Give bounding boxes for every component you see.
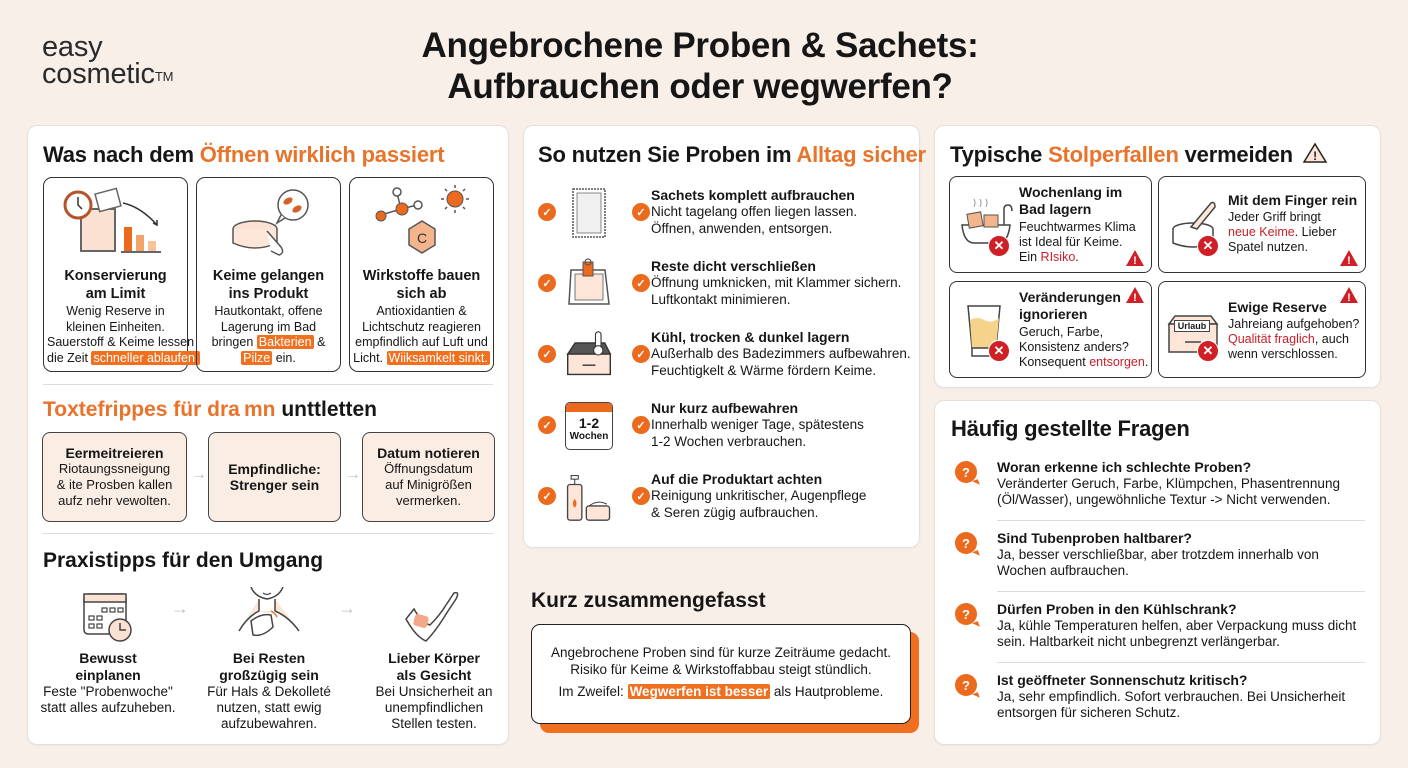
card-title: Wirkstoffe bauen bbox=[362, 268, 481, 284]
svg-text:!: ! bbox=[1133, 255, 1137, 267]
section-heading-tips: Toxtefrippes für dra mn unttletten bbox=[43, 398, 377, 421]
divider bbox=[997, 591, 1365, 592]
svg-text:!: ! bbox=[1312, 149, 1317, 163]
section-heading-summary: Kurz zusammengefasst bbox=[531, 589, 766, 612]
svg-text:C: C bbox=[416, 230, 427, 246]
pitfall-card-bath: ✕ Wochenlang im Bad lagern Feuchtwarmes Klima ist Ideal für Keime. Ein RIsiko. ! bbox=[949, 176, 1152, 273]
clip-sachet-icon bbox=[564, 255, 614, 313]
pitfall-card-changes: ✕ Veränderungen ignorieren Geruch, Farbe, Konsistenz anders? Konsequent entsorgen. ! bbox=[949, 281, 1152, 378]
storage-box-icon: Urlaub bbox=[1167, 302, 1223, 358]
card-title: Keime gelangen bbox=[212, 268, 325, 284]
check-icon: ✓ bbox=[632, 345, 650, 363]
cream-jar-germs-icon bbox=[197, 178, 340, 266]
title-line2: Aufbrauchen oder wegwerfen? bbox=[447, 67, 953, 106]
question-icon: ? bbox=[955, 674, 977, 696]
tip-row-sachets: ✓ ✓ Sachets komplett aufbrauchen Nicht tagelang offen liegen lassen. Öffnen, anwenden, entsorgen. bbox=[536, 184, 916, 244]
card-body: Hautkontakt, offene Lagerung im Bad bringen Bakterien & Pilze ein. bbox=[211, 304, 326, 365]
x-icon: ✕ bbox=[988, 235, 1010, 257]
warning-icon bbox=[1303, 142, 1329, 164]
highlight: Wiiksamkelt sinkt. bbox=[388, 350, 488, 365]
arm-patch-icon bbox=[359, 586, 509, 646]
pitfall-card-finger: ✕ Mit dem Finger rein Jeder Griff bringt neue Keime. Lieber Spatel nutzen. ! bbox=[1158, 176, 1366, 273]
tip-row-storage: ✓ ✓ Kühl, trocken & dunkel lagern Außerhalb des Badezimmers aufbewahren. Feuchtigkelt & Wärme fördern Keime. bbox=[536, 326, 916, 386]
praxis-item-leftovers: Bei Resten großzügig sein Für Hals & Dekolleté nutzen, statt ewig aufzubewahren. bbox=[194, 586, 344, 732]
panel-after-opening bbox=[27, 125, 509, 745]
arrow-right-icon: → bbox=[345, 466, 361, 483]
warning-icon bbox=[1339, 249, 1359, 267]
panel-faq: Häufig gestellte Fragen ? Woran erkenne ich schlechte Proben? Veränderter Geruch, Farbe, Klümpchen, Phasentrennung (Öl/Wasser), ungewöhnliche Textur -> Nicht verwenden. ? Sind Tubenproben haltbarer? Ja, besser verschließbar, aber trotzdem innerhalb von Wochen aufbrauchen. ? Dürfen Proben in den Kühlschrank? Ja, kühle Temperaturen helfen, aber Verpackung muss dicht sein. Haltbarkeit nicht unbegrenzt verlängerbar. ? Ist geöffneter Sonnenschutz kritisch? Ja, sehr empfindlich. Sofort verbrauchen. Bei Unsicherheit entsorgen für sicheren Schutz. bbox=[934, 400, 1381, 745]
svg-text:!: ! bbox=[1133, 292, 1137, 304]
section-heading-daily-use: So nutzen Sie Proben im Alltag sicher bbox=[538, 142, 926, 167]
title-line1: Angebrochene Proben & Sachets: bbox=[421, 26, 979, 65]
card-body: Wenig Reserve in kleinen Einheiten. Sauerstoff & Keime lessen die Zeit schneller ablaufen. bbox=[47, 304, 199, 365]
highlight: Pilze bbox=[243, 350, 271, 365]
brand-logo bbox=[42, 31, 174, 90]
neck-decollete-icon bbox=[194, 586, 344, 646]
x-icon: ✕ bbox=[1197, 235, 1219, 257]
arrow-right-icon: → bbox=[171, 598, 189, 618]
tip-box-2: Empfindliche: Strenger sein bbox=[208, 432, 341, 522]
panel-pitfalls bbox=[934, 125, 1381, 388]
divider bbox=[997, 662, 1365, 663]
warning-icon bbox=[1125, 249, 1145, 267]
page-title bbox=[340, 25, 1060, 107]
x-icon: ✕ bbox=[988, 340, 1010, 362]
brand-line2: cosmetic bbox=[42, 58, 155, 90]
warning-icon bbox=[1125, 286, 1145, 304]
check-icon: ✓ bbox=[538, 416, 556, 434]
section-heading-after-opening: Was nach dem Öffnen wirklich passiert bbox=[43, 142, 445, 167]
check-icon: ✓ bbox=[632, 487, 650, 505]
calendar-weeks-icon: 1-2 Wochen bbox=[564, 397, 614, 455]
check-icon: ✓ bbox=[538, 487, 556, 505]
x-icon: ✕ bbox=[1197, 340, 1219, 362]
drawer-thermometer-icon bbox=[564, 326, 614, 384]
check-icon: ✓ bbox=[538, 274, 556, 292]
arrow-right-icon: → bbox=[338, 598, 356, 618]
question-icon: ? bbox=[955, 603, 977, 625]
tip-row-product-type: ✓ ✓ Auf die Produktart achten Reinigung unkritischer, Augenpflege & Seren zügig aufbrauchen. bbox=[536, 468, 916, 528]
tip-row-short: ✓ 1-2 Wochen ✓ Nur kurz aufbewahren Innerhalb weniger Tage, spätestens 1-2 Wochen verbrauchen. bbox=[536, 397, 916, 457]
calendar-clock-icon bbox=[33, 586, 183, 646]
pitfall-card-reserve: Urlaub ✕ Ewige Reserve Jahreiang aufgehoben? Qualität fraglich, auch wenn verschlossen. ! bbox=[1158, 281, 1366, 378]
svg-text:!: ! bbox=[1347, 292, 1351, 304]
divider bbox=[997, 520, 1365, 521]
trademark: TM bbox=[154, 69, 174, 84]
sachet-icon bbox=[564, 184, 614, 242]
warning-icon bbox=[1339, 286, 1359, 304]
tip-box-1: Eermeitreieren Riotaungssneigung & ite Prosben kallen aufz nehr vewolten. bbox=[42, 432, 187, 522]
info-card-germs bbox=[196, 177, 341, 372]
tip-row-seal: ✓ ✓ Reste dicht verschließen Öffnung umknicken, mit Klammer sichern. Luftkontakt minimieren. bbox=[536, 255, 916, 315]
highlight: schneller ablaufen. bbox=[93, 350, 199, 365]
card-title: Konservierung bbox=[64, 268, 167, 284]
section-heading-praxis: Praxistipps für den Umgang bbox=[43, 549, 324, 572]
molecule-sun-icon bbox=[350, 178, 493, 266]
highlight: Bakterien bbox=[258, 335, 312, 349]
divider bbox=[43, 384, 493, 385]
info-card-preservation bbox=[43, 177, 199, 372]
check-icon: ✓ bbox=[632, 416, 650, 434]
svg-text:!: ! bbox=[1347, 255, 1351, 267]
brand-line1: easy bbox=[42, 31, 103, 63]
divider bbox=[43, 533, 493, 534]
check-icon: ✓ bbox=[632, 203, 650, 221]
tip-box-3: Datum notieren Öffnungsdatum auf Minigrößen vermerken. bbox=[362, 432, 495, 522]
highlight: Wegwerfen ist besser bbox=[629, 684, 769, 699]
praxis-item-plan: Bewusst einplanen Feste "Probenwoche" statt alles aufzuheben. bbox=[33, 586, 183, 716]
arrow-right-icon: → bbox=[191, 466, 207, 483]
pump-bottle-jar-icon bbox=[564, 468, 614, 526]
panel-daily-use bbox=[523, 125, 926, 548]
praxis-item-body: Lieber Körper als Gesicht Bei Unsicherheit an unempfindlichen Stellen testen. bbox=[359, 586, 509, 732]
section-heading-pitfalls: Typische Stolperfallen vermeiden ! bbox=[950, 142, 1329, 168]
clock-chart-icon bbox=[44, 178, 187, 266]
info-card-actives bbox=[349, 177, 494, 372]
check-icon: ✓ bbox=[538, 345, 556, 363]
summary-box: Angebrochene Proben sind für kurze Zeiträume gedacht. Risiko für Keime & Wirkstoffabbau steigt stündlich. Im Zweifel: Wegwerfen ist besser als Hautprobleme. bbox=[531, 624, 911, 724]
check-icon: ✓ bbox=[538, 203, 556, 221]
card-body: Antioxidantien & Lichtschutz reagieren empfindlich auf Luft und Licht. Wiiksamkelt sinkt. bbox=[353, 304, 488, 365]
check-icon: ✓ bbox=[632, 274, 650, 292]
question-icon: ? bbox=[955, 461, 977, 483]
question-icon: ? bbox=[955, 532, 977, 554]
card-title-2: ins Produkt bbox=[228, 286, 309, 302]
section-heading-faq: Häufig gestellte Fragen bbox=[951, 416, 1190, 441]
card-title-2: sich ab bbox=[396, 286, 447, 302]
card-title-2: am Limit bbox=[85, 286, 146, 302]
